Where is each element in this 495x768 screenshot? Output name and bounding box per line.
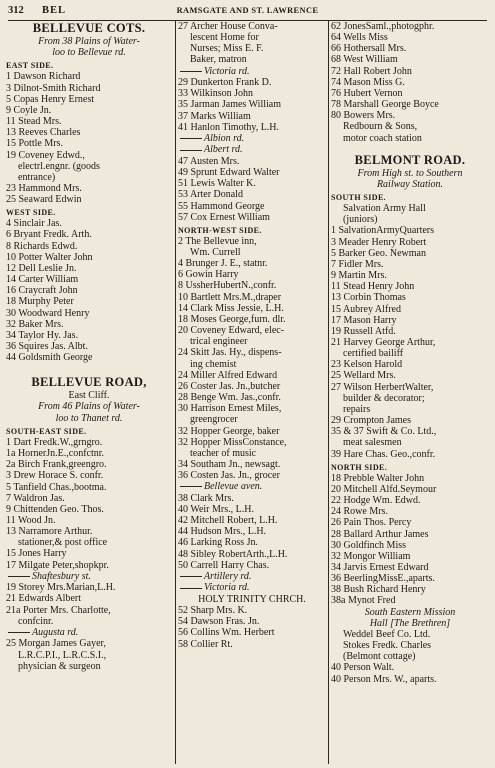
directory-entry: 9 Chittenden Geo. Thos. xyxy=(6,503,104,515)
column-1 xyxy=(6,21,172,672)
column-3 xyxy=(331,21,489,685)
side-label: EAST SIDE. xyxy=(6,61,54,71)
directory-entry: 38a Mynot Fred xyxy=(331,595,396,607)
directory-entry: physician & surgeon xyxy=(18,660,101,672)
entry-list xyxy=(6,218,172,363)
directory-entry: 13 Reeves Charles xyxy=(6,127,81,139)
directory-entry: entrance) xyxy=(18,171,56,183)
directory-entry: 19 Storey Mrs.Marian,L.H. xyxy=(6,582,116,594)
directory-entry: 12 Dell Leslie Jn. xyxy=(6,262,77,274)
directory-entry: builder & decorator; xyxy=(343,392,425,404)
directory-entry: 40 Person Walt. xyxy=(331,662,395,674)
directory-entry: 11 Wood Jn. xyxy=(6,514,56,526)
directory-entry: 1 Dart Fredk.W.,grngro. xyxy=(6,436,103,448)
directory-entry: 41 Hanlon Timothy, L.H. xyxy=(178,121,280,133)
street-note: From 46 Plains of Water- xyxy=(38,401,140,413)
street-heading: BELLEVUE COTS. xyxy=(32,21,146,35)
cross-street: Victoria rd. xyxy=(178,66,326,78)
directory-entry: 27 Wilson HerbertWalter, xyxy=(331,381,434,393)
directory-entry: Baker, matron xyxy=(190,54,247,66)
side-label: NORTH SIDE. xyxy=(331,462,388,472)
directory-entry: 54 Dawson Fras. Jn. xyxy=(178,616,260,628)
directory-entry: 29 Crompton James xyxy=(331,415,411,427)
directory-entry: 15 Pottle Mrs. xyxy=(6,138,63,150)
entry-list xyxy=(6,638,172,671)
directory-entry: 44 Hudson Mrs., L.H. xyxy=(178,526,267,538)
directory-entry: 6 Bryant Fredk. Arth. xyxy=(6,229,92,241)
directory-entry: ing chemist xyxy=(190,358,237,370)
directory-entry: 32 Hopper George, baker xyxy=(178,425,280,437)
directory-entry: Salvation Army Hall xyxy=(343,203,426,215)
directory-entry: 74 Mason Miss G. xyxy=(331,76,405,88)
directory-entry: 4 Brunger J. E., statnr. xyxy=(178,258,268,270)
directory-entry: 2a Birch Frank,greengro. xyxy=(6,459,107,471)
directory-entry: 76 Hubert Vernon xyxy=(331,87,403,99)
directory-entry: electrl.engnr. (goods xyxy=(18,160,100,172)
directory-entry: 30 Harrison Ernest Miles, xyxy=(178,403,282,415)
directory-entry: 78 Marshall George Boyce xyxy=(331,99,439,111)
street-heading: BELLEVUE ROAD, xyxy=(31,375,147,390)
directory-entry: 23 Kelson Harold xyxy=(331,359,403,371)
directory-entry: 17 Milgate Peter,shopkpr. xyxy=(6,559,109,571)
entry-list xyxy=(6,582,172,627)
directory-entry: 37 Marks William xyxy=(178,110,251,122)
directory-entry: 46 Larking Ross Jn. xyxy=(178,537,258,549)
column-divider xyxy=(328,20,329,764)
directory-entry: 21 Edwards Albert xyxy=(6,593,81,605)
directory-entry: 16 Craycraft John xyxy=(6,285,78,297)
directory-entry: (Belmont cottage) xyxy=(343,651,416,663)
directory-entry: 9 Martin Mrs. xyxy=(331,270,387,282)
directory-entry: Nurses; Miss E. F. xyxy=(190,43,264,55)
directory-entry: stationer,& post office xyxy=(18,537,108,549)
directory-entry: 50 Carrell Harry Chas. xyxy=(178,559,270,571)
directory-entry: 21a Porter Mrs. Charlotte, xyxy=(6,604,111,616)
directory-entry: 36 Squires Jas. Albt. xyxy=(6,341,88,352)
entry-list xyxy=(178,493,326,571)
cross-street: Albert rd. xyxy=(178,144,326,156)
entry-list xyxy=(178,605,326,650)
directory-entry: 10 Potter Walter John xyxy=(6,251,93,263)
directory-entry: 38 Bush Richard Henry xyxy=(331,584,426,596)
entry-list xyxy=(331,629,489,685)
directory-entry: 26 Coster Jas. Jn.,butcher xyxy=(178,380,281,392)
street-note: loo to Bellevue rd. xyxy=(52,47,126,59)
entry-list xyxy=(331,21,489,144)
directory-entry: 15 Jones Harry xyxy=(6,548,67,560)
directory-entry: 14 Carter William xyxy=(6,274,79,286)
directory-entry: motor coach station xyxy=(343,132,422,144)
directory-entry: 18 Prebble Walter John xyxy=(331,472,425,484)
directory-entry: 27 Archer House Conva- xyxy=(178,21,278,32)
street-note: loo to Thanet rd. xyxy=(55,412,123,424)
cross-street: Bellevue aven. xyxy=(178,481,326,493)
directory-entry: 24 Miller Alfred Edward xyxy=(178,369,278,381)
directory-entry: 11 Stead Mrs. xyxy=(6,116,62,128)
directory-entry: Wm. Currell xyxy=(190,247,241,258)
cross-street: Augusta rd. xyxy=(6,627,172,639)
directory-entry: 19 Russell Atfd. xyxy=(331,325,396,337)
directory-entry: 7 Fidler Mrs. xyxy=(331,258,384,270)
directory-entry: 25 Seaward Edwin xyxy=(6,194,82,206)
directory-entry: 24 Skitt Jas. Hy., dispens- xyxy=(178,347,282,359)
directory-entry: 23 Hammond Mrs. xyxy=(6,182,82,194)
directory-entry: Redbourn & Sons, xyxy=(343,121,418,133)
directory-entry: 58 Collier Rt. xyxy=(178,638,233,650)
directory-entry: 30 Woodward Henry xyxy=(6,307,90,319)
directory-entry: 13 Narramore Arthur. xyxy=(6,526,93,538)
directory-entry: certified bailiff xyxy=(343,348,404,360)
entry-list xyxy=(178,21,326,66)
directory-entry: 11 Stead Henry John xyxy=(331,281,415,293)
mission-hall: Hall [The Brethren] xyxy=(369,617,451,629)
directory-entry: confcinr. xyxy=(18,615,54,627)
directory-entry: 3 Meader Henry Robert xyxy=(331,236,427,248)
street-heading: BELMONT ROAD. xyxy=(354,152,466,167)
directory-entry: 15 Aubrey Alfred xyxy=(331,303,401,315)
side-label: NORTH-WEST SIDE. xyxy=(178,225,262,235)
street-subtitle: East Cliff. xyxy=(68,390,110,402)
directory-entry: 39 Hare Chas. Geo.,confr. xyxy=(331,448,436,460)
directory-entry: 30 Goldfinch Miss xyxy=(331,539,406,551)
entry-list xyxy=(178,77,326,133)
street-note: From 38 Plains of Water- xyxy=(38,36,140,47)
page-header xyxy=(8,5,487,21)
directory-entry: 34 Jarvis Ernest Edward xyxy=(331,561,429,573)
directory-entry: 25 Morgan James Gayer, xyxy=(6,638,106,650)
column-2 xyxy=(178,21,326,650)
cross-street: Artillery rd. xyxy=(178,571,326,583)
side-label: SOUTH-EAST SIDE. xyxy=(6,426,87,436)
directory-entry: 36 Costen Jas. Jn., grocer xyxy=(178,470,280,482)
directory-entry: 2 The Bellevue inn, xyxy=(178,235,257,247)
street-note: From High st. to Southern xyxy=(357,167,463,179)
directory-entry: 24 Rowe Mrs. xyxy=(331,506,388,518)
directory-entry: (juniors) xyxy=(343,214,378,226)
directory-entry: 1 SalvationArmyQuarters xyxy=(331,225,435,237)
directory-entry: 21 Harvey George Arthur, xyxy=(331,337,436,348)
directory-entry: Weddel Beef Co. Ltd. xyxy=(343,628,431,640)
directory-entry: 19 Coveney Edwd., xyxy=(6,149,85,161)
directory-entry: 17 Mason Harry xyxy=(331,314,397,326)
directory-entry: 62 JonesSaml.,photogphr. xyxy=(331,21,435,32)
directory-entry: 5 Barker Geo. Newman xyxy=(331,247,426,259)
directory-entry: 34 Taylor Hy. Jas. xyxy=(6,329,79,341)
directory-entry: 32 Hopper MissConstance, xyxy=(178,436,287,448)
directory-entry: 34 Southam Jn., newsagt. xyxy=(178,458,281,470)
directory-entry: lescent Home for xyxy=(190,32,259,44)
directory-entry: 35 & 37 Swift & Co. Ltd., xyxy=(331,426,437,438)
entry-list xyxy=(6,71,172,205)
directory-entry: 8 UssherHubertN.,confr. xyxy=(178,280,277,292)
side-label: WEST SIDE. xyxy=(6,208,56,218)
street-note: Railway Station. xyxy=(376,178,444,190)
directory-entry: 28 Ballard Arthur James xyxy=(331,528,429,540)
directory-entry: L.R.C.P.I., L.R.C.S.I., xyxy=(18,649,107,661)
page-number: 312 xyxy=(8,5,24,16)
directory-entry: 29 Dunkerton Frank D. xyxy=(178,77,272,89)
directory-entry: 20 Mitchell Alfd.Seymour xyxy=(331,483,437,495)
directory-entry: trical engineer xyxy=(190,336,248,348)
directory-entry: 55 Hammond George xyxy=(178,200,265,212)
directory-entry: 40 Weir Mrs., L.H. xyxy=(178,503,254,515)
directory-entry: 8 Richards Edwd. xyxy=(6,240,78,252)
directory-entry: 68 West William xyxy=(331,54,398,66)
cross-street: Albion rd. xyxy=(178,133,326,145)
directory-entry: 35 Jarman James William xyxy=(178,99,282,111)
directory-entry: 28 Benge Wm. Jas.,confr. xyxy=(178,392,281,404)
directory-entry: Stokes Fredk. Charles xyxy=(343,640,432,652)
directory-entry: 32 Mongor William xyxy=(331,550,411,562)
directory-entry: 26 Pain Thos. Percy xyxy=(331,517,412,529)
entry-list xyxy=(331,473,489,607)
directory-entry: teacher of music xyxy=(190,447,257,459)
directory-entry: 9 Coyle Jn. xyxy=(6,104,52,116)
directory-entry: 7 Waldron Jas. xyxy=(6,492,65,504)
directory-entry: 1 Dawson Richard xyxy=(6,71,81,83)
directory-entry: 57 Cox Ernest William xyxy=(178,211,270,223)
entry-list xyxy=(178,236,326,481)
directory-entry: 47 Austen Mrs. xyxy=(178,155,240,167)
cross-street: Victoria rd. xyxy=(178,582,326,594)
directory-entry: 51 Lewis Walter K. xyxy=(178,178,256,190)
directory-entry: 5 Copas Henry Ernest xyxy=(6,93,95,105)
directory-entry: 14 Clark Miss Jessie, L.H. xyxy=(178,302,284,314)
entry-list xyxy=(331,203,489,460)
directory-entry: 48 Sibley RobertArth.,L.H. xyxy=(178,548,288,560)
directory-entry: 18 Moses George,furn. dlr. xyxy=(178,313,286,325)
directory-entry: greengrocer xyxy=(190,414,238,426)
church-label: HOLY TRINITY CHRCH. xyxy=(198,593,306,605)
mission-hall: South Eastern Mission xyxy=(364,606,456,618)
column-divider xyxy=(175,20,176,764)
directory-entry: repairs xyxy=(343,403,371,415)
directory-entry: 40 Person Mrs. W., aparts. xyxy=(331,673,437,685)
directory-entry: 3 Drew Horace S. confr. xyxy=(6,470,104,482)
directory-entry: 10 Bartlett Mrs.M.,draper xyxy=(178,291,282,303)
directory-entry: 49 Sprunt Edward Walter xyxy=(178,167,280,179)
running-title: RAMSGATE AND ST. LAWRENCE xyxy=(176,6,319,15)
directory-entry: 5 Tanfield Chas.,bootma. xyxy=(6,481,107,493)
directory-entry: 1a HornerJn.E.,confctnr. xyxy=(6,448,105,460)
side-label: SOUTH SIDE. xyxy=(331,193,387,203)
directory-entry: 56 Collins Wm. Herbert xyxy=(178,627,275,639)
directory-entry: 66 Hothersall Mrs. xyxy=(331,43,407,55)
directory-entry: 44 Goldsmith George xyxy=(6,352,93,364)
directory-entry: 36 BeerlingMissE.,aparts. xyxy=(331,573,435,585)
directory-entry: 20 Coveney Edward, elec- xyxy=(178,325,285,337)
directory-entry: 64 Wells Miss xyxy=(331,32,388,44)
directory-entry: 22 Hodge Wm. Edwd. xyxy=(331,495,421,507)
directory-entry: 32 Baker Mrs. xyxy=(6,318,64,330)
directory-entry: 18 Murphy Peter xyxy=(6,296,74,308)
directory-entry: 53 Arter Donald xyxy=(178,189,243,201)
directory-entry: 52 Sharp Mrs. K. xyxy=(178,605,248,617)
directory-entry: 33 Wilkinson John xyxy=(178,88,253,100)
directory-entry: meat salesmen xyxy=(343,437,402,449)
directory-entry: 4 Sinclair Jas. xyxy=(6,218,62,230)
cross-street: Shaftesbury st. xyxy=(6,571,172,583)
directory-entry: 3 Dilnot-Smith Richard xyxy=(6,82,101,94)
entry-list xyxy=(178,156,326,223)
header-abbrev: BEL xyxy=(42,5,67,16)
directory-entry: 13 Corbin Thomas xyxy=(331,292,406,304)
directory-entry: 42 Mitchell Robert, L.H. xyxy=(178,515,278,527)
directory-entry: 80 Bowers Mrs. xyxy=(331,110,396,122)
entry-list xyxy=(6,437,172,571)
directory-entry: 38 Clark Mrs. xyxy=(178,492,234,504)
directory-entry: 25 Wellard Mrs. xyxy=(331,370,396,382)
directory-entry: 6 Gowin Harry xyxy=(178,269,239,281)
directory-entry: 72 Hall Robert John xyxy=(331,65,412,77)
